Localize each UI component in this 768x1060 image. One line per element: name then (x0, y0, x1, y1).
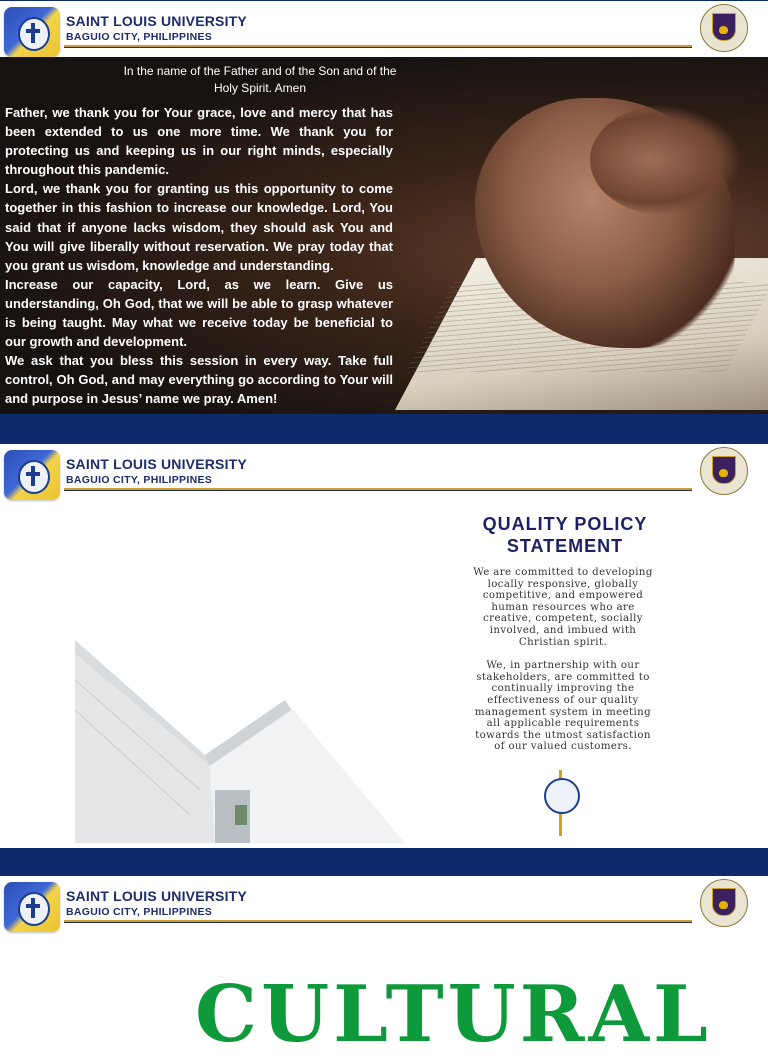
slide-opening-prayer (0, 0, 768, 444)
university-logo (4, 450, 60, 500)
slide-header (0, 1, 768, 57)
slide-header (0, 876, 768, 932)
bottom-band (0, 848, 768, 876)
praying-hands-fingers (590, 105, 740, 215)
prayer-paragraph: Father, we thank you for Your grace, love and mercy that has been extended to us one more time. We thank you for protecting us and keeping us in our right minds, especially throughout this pandemic. (5, 105, 393, 178)
header-divider-blue (64, 922, 692, 923)
university-city: BAGUIO CITY, PHILIPPINES (66, 906, 213, 918)
header-divider-blue (64, 490, 692, 491)
slide-header (0, 444, 768, 500)
cultural-heading: CULTURAL (195, 969, 712, 1060)
university-city: BAGUIO CITY, PHILIPPINES (66, 474, 213, 486)
prayer-paragraph: Lord, we thank you for granting us this opportunity to come together in this fashion to increase our knowledge. Lord, You said that if anyone lacks wisdom, they should ask You and You will give liberally without reservation. We pray today that you grant us wisdom, knowledge and understanding. (5, 181, 393, 273)
header-divider-blue (64, 47, 692, 48)
university-logo (4, 7, 60, 57)
quality-policy-body (468, 567, 658, 765)
university-logo (4, 882, 60, 932)
bottom-band (0, 414, 768, 444)
university-crest (700, 4, 748, 54)
building-roof-image (75, 640, 405, 843)
quality-policy-paragraph: We, in partnership with our stakeholders, are committed to continually improving the effectiveness of our quality management system in meeting all applicable requirements towards the utmost satisfaction of our valued customers. (474, 660, 652, 753)
prayer-intro: In the name of the Father and of the Son and of the Holy Spirit. Amen (123, 64, 397, 95)
university-name: SAINT LOUIS UNIVERSITY (66, 13, 247, 29)
university-crest (700, 447, 748, 497)
prayer-body (5, 103, 393, 409)
university-name: SAINT LOUIS UNIVERSITY (66, 888, 247, 904)
university-crest (700, 879, 748, 929)
quality-policy-title: QUALITY POLICY STATEMENT (482, 514, 648, 556)
quality-policy-paragraph: We are committed to developing locally responsive, globally competitive, and empowered human resources who are creative, competent, socially involved, and imbued with Christian spirit. (473, 567, 653, 648)
prayer-paragraph: Increase our capacity, Lord, as we learn. Give us understanding, Oh God, that we will be able to grasp whatever is being taught. May what we receive today be beneficial to our growth and development. (5, 276, 393, 350)
university-city: BAGUIO CITY, PHILIPPINES (66, 31, 213, 43)
university-name: SAINT LOUIS UNIVERSITY (66, 456, 247, 472)
university-seal-icon (542, 770, 580, 838)
prayer-paragraph: We ask that you bless this session in every way. Take full control, Oh God, and may everything go according to Your will and purpose in Jesus’ name we pray. Amen! (5, 353, 393, 407)
